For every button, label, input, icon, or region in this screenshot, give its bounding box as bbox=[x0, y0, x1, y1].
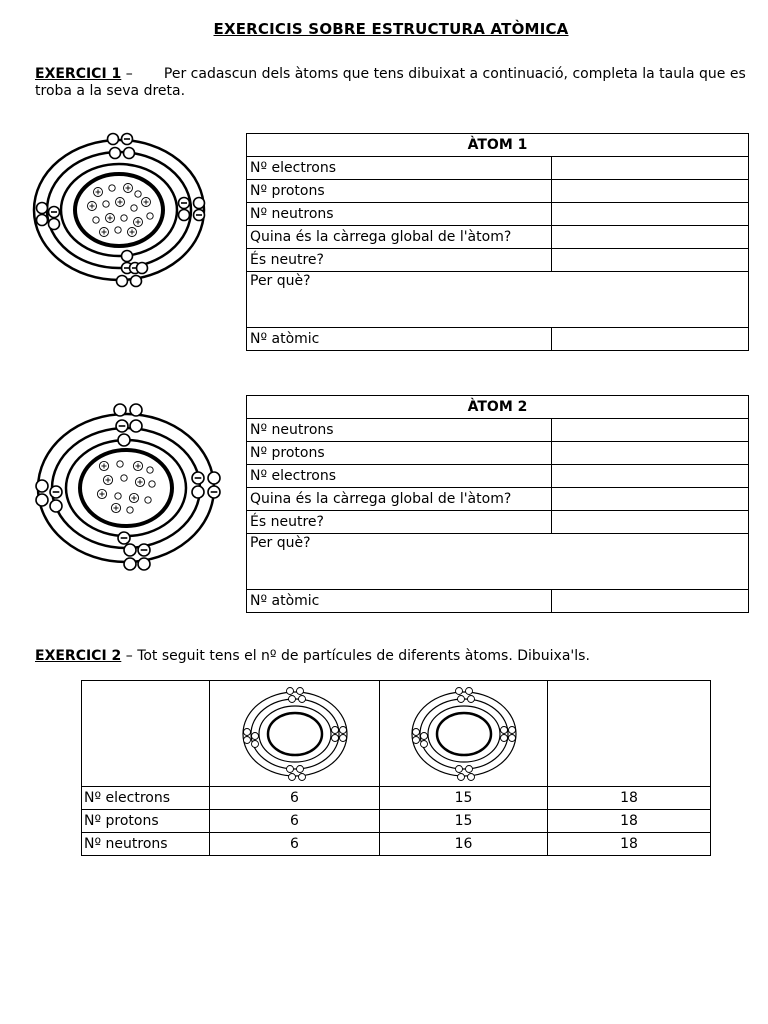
electron bbox=[455, 765, 462, 772]
neutron bbox=[121, 215, 127, 221]
electron bbox=[194, 198, 205, 209]
empty-corner-cell bbox=[82, 681, 210, 787]
atom-1-answer-cell[interactable] bbox=[552, 180, 749, 203]
electron bbox=[296, 687, 303, 694]
neutron bbox=[121, 475, 127, 481]
atom-1-table-header: ÀTOM 1 bbox=[247, 134, 749, 157]
atom-1-drawing bbox=[32, 130, 212, 290]
exercise-1-instructions bbox=[35, 66, 747, 100]
small-atom-drawing bbox=[404, 684, 524, 784]
electron bbox=[465, 765, 472, 772]
neutron bbox=[109, 185, 115, 191]
electron bbox=[331, 734, 338, 741]
exercise-1-label: EXERCICI 1 bbox=[35, 66, 122, 82]
atom-2-answer-cell[interactable] bbox=[552, 442, 749, 465]
value-cell: 18 bbox=[548, 810, 711, 833]
electron bbox=[124, 544, 136, 556]
electron bbox=[130, 420, 142, 432]
electron bbox=[49, 219, 60, 230]
electron bbox=[36, 480, 48, 492]
electron bbox=[457, 773, 464, 780]
electron bbox=[467, 695, 474, 702]
atom-2-row-label: Nº atòmic bbox=[247, 590, 552, 613]
electron bbox=[124, 558, 136, 570]
electron bbox=[251, 740, 258, 747]
atom-1-row-label: Nº neutrons bbox=[247, 203, 552, 226]
electron bbox=[465, 687, 472, 694]
electron bbox=[138, 558, 150, 570]
atom-2-table bbox=[246, 395, 749, 613]
electron bbox=[251, 732, 258, 739]
atom-2-row-label: Nº neutrons bbox=[247, 419, 552, 442]
neutron bbox=[135, 191, 141, 197]
electron bbox=[339, 734, 346, 741]
electron bbox=[114, 404, 126, 416]
electron bbox=[108, 134, 119, 145]
electron bbox=[110, 148, 121, 159]
atom-2-answer-cell[interactable] bbox=[552, 590, 749, 613]
neutron bbox=[147, 213, 153, 219]
electron bbox=[457, 695, 464, 702]
atom-1-row-label: Nº protons bbox=[247, 180, 552, 203]
electron bbox=[288, 773, 295, 780]
atom-2-answer-cell[interactable] bbox=[552, 488, 749, 511]
exercise-2-table bbox=[81, 680, 711, 856]
neutron bbox=[149, 481, 155, 487]
atom-1-row-label: És neutre? bbox=[247, 249, 552, 272]
electron bbox=[192, 486, 204, 498]
electron bbox=[298, 773, 305, 780]
neutron bbox=[127, 507, 133, 513]
electron bbox=[412, 728, 419, 735]
exercise-2-instructions bbox=[35, 648, 747, 664]
atom-2-why-cell[interactable]: Per què? bbox=[247, 534, 749, 590]
exercise-2-label: EXERCICI 2 bbox=[35, 648, 122, 664]
electron bbox=[37, 203, 48, 214]
small-atom-drawing bbox=[235, 684, 355, 784]
electron bbox=[122, 251, 133, 262]
neutron bbox=[93, 217, 99, 223]
electron bbox=[243, 736, 250, 743]
electron bbox=[412, 736, 419, 743]
electron bbox=[50, 500, 62, 512]
atom-2-answer-cell[interactable] bbox=[552, 465, 749, 488]
atom-1-table bbox=[246, 133, 749, 351]
exercise-1-text: Per cadascun dels àtoms que tens dibuixat a continuació, completa la taula que es troba a la seva dreta. bbox=[35, 66, 746, 99]
electron bbox=[117, 276, 128, 287]
electron bbox=[420, 732, 427, 739]
atom-1-why-cell[interactable]: Per què? bbox=[247, 272, 749, 328]
neutron bbox=[103, 201, 109, 207]
atom-1-row-label: Nº atòmic bbox=[247, 328, 552, 351]
exercise-2-text: – Tot seguit tens el nº de partícules de diferents àtoms. Dibuixa'ls. bbox=[121, 648, 590, 664]
electron bbox=[455, 687, 462, 694]
atom-2-row-label: Quina és la càrrega global de l'àtom? bbox=[247, 488, 552, 511]
electron bbox=[118, 434, 130, 446]
atom-drawing-cell bbox=[380, 681, 548, 787]
value-cell: 15 bbox=[380, 787, 548, 810]
value-cell: 6 bbox=[210, 833, 380, 856]
neutron bbox=[115, 227, 121, 233]
row-label-protons: Nº protons bbox=[82, 810, 210, 833]
atom-2-row-label: Nº electrons bbox=[247, 465, 552, 488]
atom-2-drawing bbox=[32, 400, 222, 578]
value-cell: 15 bbox=[380, 810, 548, 833]
electron bbox=[208, 472, 220, 484]
row-label-electrons: Nº electrons bbox=[82, 787, 210, 810]
electron bbox=[179, 210, 190, 221]
atom-1-answer-cell[interactable] bbox=[552, 226, 749, 249]
electron bbox=[286, 765, 293, 772]
electron bbox=[288, 695, 295, 702]
atom-2-answer-cell[interactable] bbox=[552, 511, 749, 534]
exercise-1-dash: – bbox=[121, 66, 133, 82]
electron bbox=[36, 494, 48, 506]
electron bbox=[130, 404, 142, 416]
atom-1-answer-cell[interactable] bbox=[552, 203, 749, 226]
neutron bbox=[131, 205, 137, 211]
electron bbox=[508, 734, 515, 741]
electron bbox=[298, 695, 305, 702]
neutron bbox=[115, 493, 121, 499]
page-title: EXERCICIS SOBRE ESTRUCTURA ATÒMICA bbox=[213, 20, 569, 38]
atom-2-answer-cell[interactable] bbox=[552, 419, 749, 442]
electron bbox=[131, 276, 142, 287]
electron bbox=[420, 740, 427, 747]
electron bbox=[331, 726, 338, 733]
atom-1-row-label: Nº electrons bbox=[247, 157, 552, 180]
electron bbox=[339, 726, 346, 733]
value-cell: 18 bbox=[548, 787, 711, 810]
neutron bbox=[117, 461, 123, 467]
atom-1-answer-cell[interactable] bbox=[552, 157, 749, 180]
atom-2-row-label: Nº protons bbox=[247, 442, 552, 465]
electron bbox=[467, 773, 474, 780]
atom-1-answer-cell[interactable] bbox=[552, 249, 749, 272]
atom-1-row-label: Quina és la càrrega global de l'àtom? bbox=[247, 226, 552, 249]
value-cell: 6 bbox=[210, 787, 380, 810]
row-label-neutrons: Nº neutrons bbox=[82, 833, 210, 856]
value-cell: 18 bbox=[548, 833, 711, 856]
electron bbox=[243, 728, 250, 735]
electron bbox=[137, 263, 148, 274]
electron bbox=[286, 687, 293, 694]
electron bbox=[296, 765, 303, 772]
electron bbox=[500, 726, 507, 733]
neutron bbox=[145, 497, 151, 503]
empty-drawing-cell[interactable] bbox=[548, 681, 711, 787]
electron bbox=[37, 215, 48, 226]
atom-2-table-header: ÀTOM 2 bbox=[247, 396, 749, 419]
atom-1-answer-cell[interactable] bbox=[552, 328, 749, 351]
neutron bbox=[147, 467, 153, 473]
value-cell: 6 bbox=[210, 810, 380, 833]
electron bbox=[508, 726, 515, 733]
atom-2-row-label: És neutre? bbox=[247, 511, 552, 534]
electron bbox=[500, 734, 507, 741]
electron bbox=[124, 148, 135, 159]
value-cell: 16 bbox=[380, 833, 548, 856]
atom-drawing-cell bbox=[210, 681, 380, 787]
